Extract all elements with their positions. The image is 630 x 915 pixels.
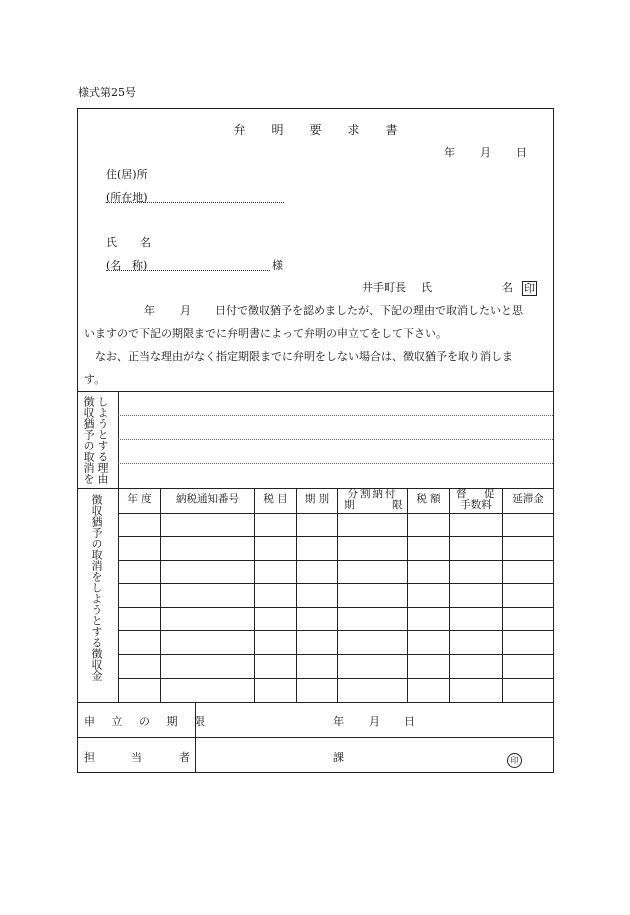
table-row-divider xyxy=(118,630,553,631)
reason-line xyxy=(118,463,553,464)
table-row-divider xyxy=(118,654,553,655)
body-year: 年 xyxy=(144,304,155,317)
divider xyxy=(78,737,553,738)
header-installment-2a: 期 xyxy=(344,499,355,511)
date-year: 年 xyxy=(444,146,455,159)
header-year: 年 度 xyxy=(127,493,152,505)
date-month: 月 xyxy=(480,146,491,159)
seal-icon: 印 xyxy=(524,282,535,295)
name-label-2: 名 xyxy=(140,236,151,249)
address-sub-label: (所在地) xyxy=(106,191,148,204)
col-divider xyxy=(254,488,255,702)
form-title: 弁明要求書 xyxy=(233,123,424,137)
staff-dept: 課 xyxy=(333,751,344,764)
col-divider xyxy=(337,488,338,702)
header-installment-2b: 限 xyxy=(392,499,403,511)
header-installment-1: 分割納付 xyxy=(347,488,398,500)
date-day: 日 xyxy=(516,146,527,159)
header-notice-no: 納税通知番号 xyxy=(176,493,239,505)
header-delay: 延滞金 xyxy=(512,493,544,505)
staff-label-c: 者 xyxy=(179,751,190,764)
table-row-divider xyxy=(118,607,553,608)
col-divider xyxy=(118,488,119,702)
table-row-divider xyxy=(118,583,553,584)
col-divider xyxy=(449,488,450,702)
deadline-day: 日 xyxy=(404,715,415,728)
staff-label-b: 当 xyxy=(131,751,142,764)
name-honorific: 様 xyxy=(272,259,283,272)
address-label: 住(居)所 xyxy=(106,168,148,181)
deadline-year: 年 xyxy=(333,715,344,728)
name-sub-label-2: 称) xyxy=(132,259,148,272)
name-label-1: 氏 xyxy=(106,236,117,249)
col-divider xyxy=(502,488,503,702)
divider xyxy=(78,488,553,489)
reason-line xyxy=(118,439,553,440)
header-fee-2: 手数料 xyxy=(460,499,492,511)
body-line-1: 日付で徴収猶予を認めましたが、下記の理由で取消したいと思 xyxy=(215,304,523,317)
header-fee-1b: 促 xyxy=(484,488,495,500)
divider xyxy=(78,702,553,703)
reason-line xyxy=(118,415,553,416)
deadline-label: 申 立 の 期 限 xyxy=(84,715,212,728)
issuer-shi: 氏 xyxy=(421,281,432,294)
table-row-divider xyxy=(118,513,553,514)
table-row-divider xyxy=(118,560,553,561)
body-line-2: いますので下記の期限までに弁明書によって弁明の申立てをして下さい。 xyxy=(84,327,447,340)
body-month: 月 xyxy=(180,304,191,317)
reason-label-col-1: 徴収猶予の取消を xyxy=(82,396,95,484)
header-tax-item: 税 目 xyxy=(263,493,288,505)
col-divider xyxy=(296,488,297,702)
divider xyxy=(78,391,553,392)
form-number: 様式第25号 xyxy=(78,86,136,99)
amount-label: 徴収猶予の取消をしようとする徴収金 xyxy=(90,494,103,681)
body-line-3: なお、正当な理由がなく指定期限までに弁明をしない場合は、徴収猶予を取り消しま xyxy=(95,350,513,363)
request-form xyxy=(77,108,554,773)
col-divider xyxy=(160,488,161,702)
staff-seal-icon: 印 xyxy=(507,748,522,768)
body-line-4: す。 xyxy=(84,373,106,386)
header-tax-amount: 税 額 xyxy=(416,493,441,505)
staff-label-a: 担 xyxy=(84,751,95,764)
reason-label-col-2: しようとする理由 xyxy=(96,396,109,484)
name-sub-label-1: (名 xyxy=(106,259,122,272)
name-line xyxy=(106,270,270,271)
col-divider xyxy=(407,488,408,702)
header-period: 期 別 xyxy=(304,493,330,505)
address-line xyxy=(106,202,284,203)
issuer-mei: 名 xyxy=(502,281,513,294)
table-row-divider xyxy=(118,536,553,537)
table-row-divider xyxy=(118,678,553,679)
issuer-title: 井手町長 xyxy=(362,281,406,294)
deadline-month: 月 xyxy=(369,715,380,728)
header-fee-1a: 督 xyxy=(456,488,467,500)
